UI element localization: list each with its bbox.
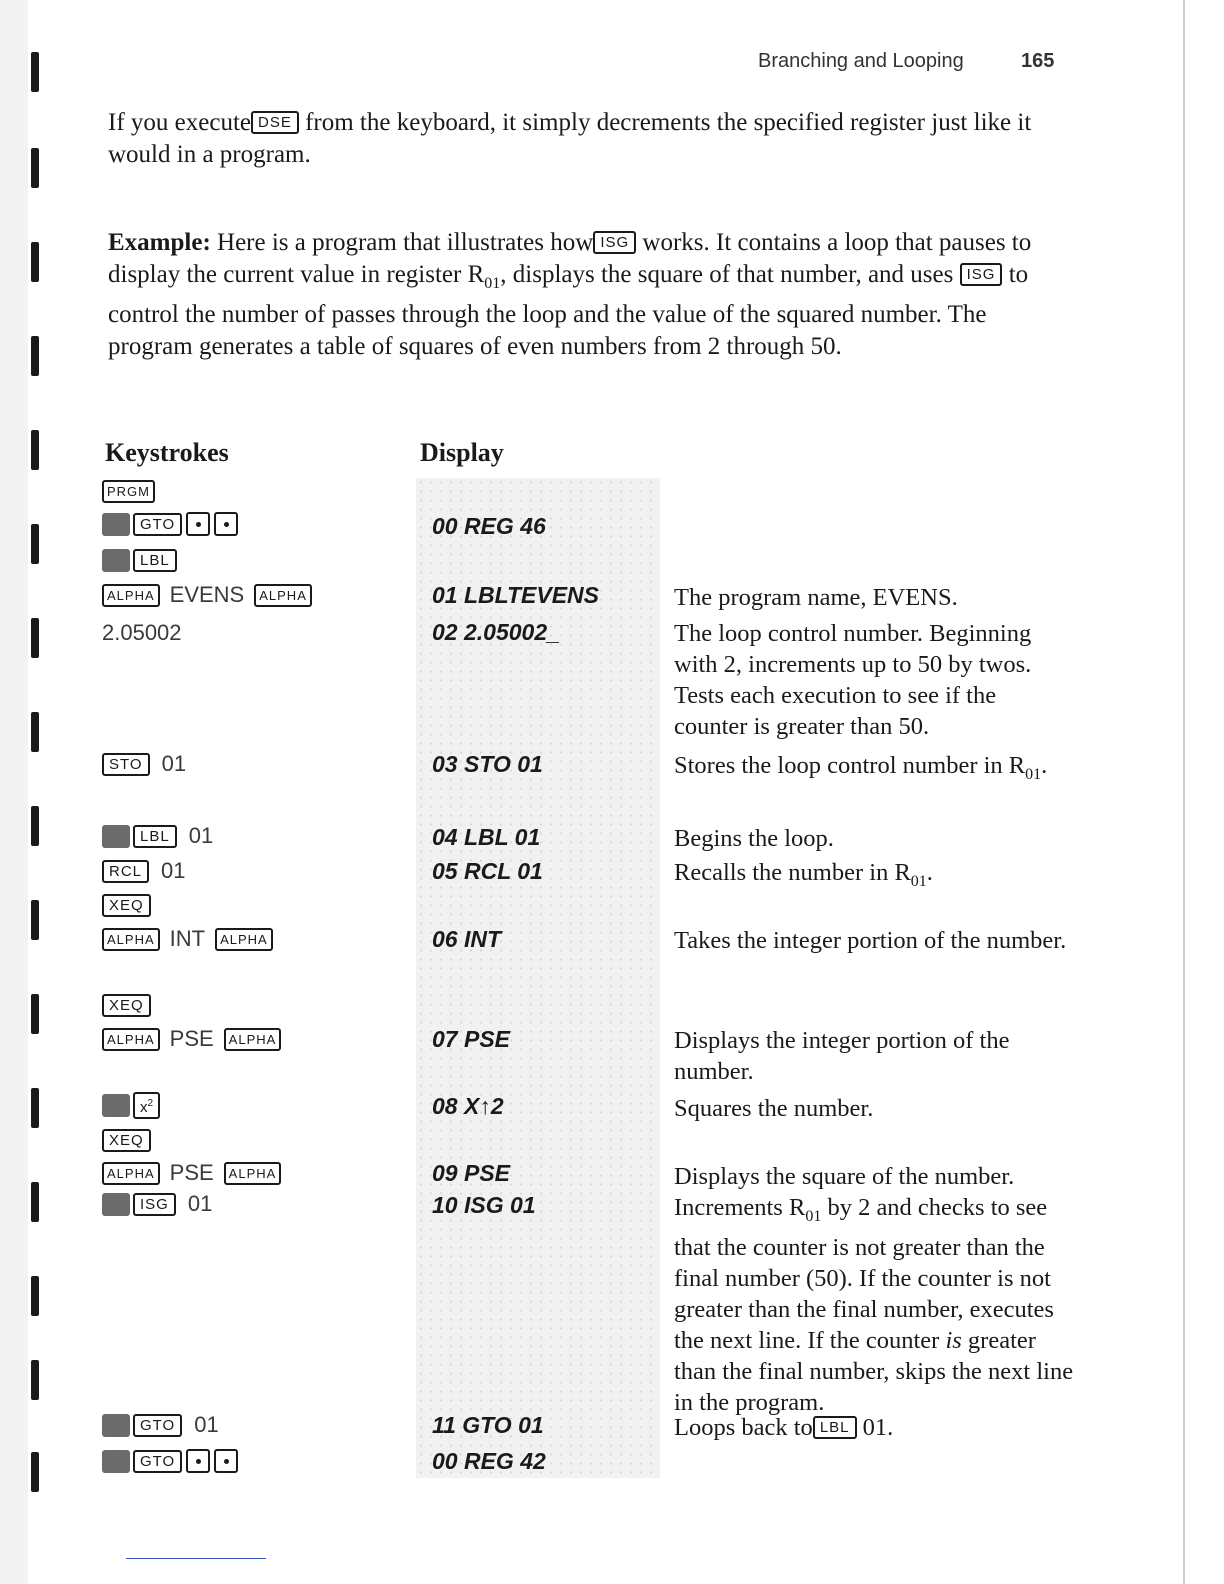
- description-text: Loops back to: [674, 1414, 813, 1441]
- display-line: 07 PSE: [432, 1026, 510, 1052]
- description: Takes the integer portion of the number.: [674, 927, 1067, 954]
- alpha-key: ALPHA: [254, 584, 312, 607]
- keystroke-row: [102, 749, 196, 779]
- page-number: 165: [1021, 50, 1055, 72]
- keystroke-row: [102, 1090, 160, 1120]
- description: Begins the loop.: [674, 825, 834, 852]
- binding-hole: [31, 336, 39, 376]
- description: [674, 857, 1074, 897]
- sto-key: STO: [102, 753, 150, 776]
- gto-key: GTO: [133, 513, 182, 536]
- shift-key: [102, 513, 130, 536]
- keystroke-text: EVENS: [169, 582, 245, 607]
- binding-hole: [31, 1452, 39, 1492]
- binding-hole: [31, 1182, 39, 1222]
- description: The loop control number. Beginning with 2, increments up to 50 by twos. Tests each execution to see if the counter is greater than 50.: [674, 620, 1032, 740]
- page-edge: [1183, 0, 1185, 1584]
- footer-rule: [126, 1558, 266, 1559]
- display-line: 08 X↑2: [432, 1093, 504, 1119]
- description: Displays the integer portion of the number.: [674, 1027, 1010, 1085]
- display-line: 10 ISG 01: [432, 1192, 536, 1218]
- subscript: 01: [805, 1207, 822, 1225]
- rcl-key: RCL: [102, 860, 149, 883]
- intro-text: from the keyboard, it simply decrements the specified register just like it would in a program.: [108, 109, 1032, 168]
- intro-paragraph: [108, 107, 1058, 170]
- xeq-key: XEQ: [102, 894, 151, 917]
- binding-strip: [0, 0, 28, 1584]
- display-line: 00 REG 42: [432, 1448, 546, 1474]
- keystroke-row: [102, 580, 312, 610]
- binding-hole: [31, 1360, 39, 1400]
- xeq-key: XEQ: [102, 1129, 151, 1152]
- description-text: greater than the final number, skips the next line in the program.: [674, 1326, 1074, 1416]
- description-text: .: [1041, 752, 1048, 779]
- xeq-key: XEQ: [102, 994, 151, 1017]
- shift-key: [102, 1094, 130, 1117]
- alpha-key: ALPHA: [102, 1028, 160, 1051]
- display-line: 11 GTO 01: [432, 1412, 544, 1438]
- display-heading: Display: [420, 438, 504, 467]
- description: Displays the square of the number.: [674, 1163, 1015, 1190]
- shift-key: [102, 1414, 130, 1437]
- binding-hole: [31, 1088, 39, 1128]
- keystroke-row: [102, 990, 151, 1020]
- keystroke-text: 01: [188, 823, 214, 848]
- shift-key: [102, 549, 130, 572]
- keystroke-row: [102, 1125, 151, 1155]
- shift-key: [102, 1450, 130, 1473]
- description: [674, 750, 1074, 790]
- binding-hole: [31, 148, 39, 188]
- keystroke-row: [102, 618, 182, 648]
- keystroke-row: [102, 890, 151, 920]
- display-line: 03 STO 01: [432, 751, 543, 777]
- description: [674, 1412, 1074, 1443]
- prgm-key: PRGM: [102, 480, 155, 503]
- keystroke-text: INT: [169, 926, 206, 951]
- display-line: 06 INT: [432, 926, 502, 952]
- keystrokes-heading: Keystrokes: [105, 438, 229, 467]
- subscript: 01: [910, 872, 927, 890]
- decimal-point-key: [186, 512, 210, 536]
- example-text: Here is a program that illustrates how: [217, 229, 594, 256]
- description-text: Recalls the number in R: [674, 859, 911, 886]
- decimal-point-key: [186, 1449, 210, 1473]
- binding-hole: [31, 242, 39, 282]
- binding-hole: [31, 430, 39, 470]
- keystroke-row: [102, 509, 238, 539]
- alpha-key: ALPHA: [224, 1162, 282, 1185]
- description-text: Increments R: [674, 1194, 806, 1221]
- display-line: 00 REG 46: [432, 513, 546, 539]
- isg-key: ISG: [133, 1193, 176, 1216]
- subscript: 01: [484, 274, 501, 292]
- superscript: 2: [147, 1097, 154, 1109]
- binding-hole: [31, 524, 39, 564]
- description: Squares the number.: [674, 1095, 874, 1122]
- example-paragraph: [108, 227, 1058, 362]
- description-emphasis: is: [945, 1326, 962, 1354]
- keystroke-text: PSE: [169, 1160, 214, 1185]
- description-text: .: [926, 859, 933, 886]
- gto-key: GTO: [133, 1450, 182, 1473]
- x-squared-key: [133, 1092, 160, 1119]
- keystroke-text: 01: [187, 1191, 213, 1216]
- display-line: 01 LBLTEVENS: [432, 582, 599, 608]
- keystroke-row: [102, 924, 273, 954]
- lbl-key: LBL: [133, 825, 177, 848]
- binding-hole: [31, 52, 39, 92]
- lbl-key: LBL: [813, 1416, 857, 1439]
- keystroke-row: [102, 856, 196, 886]
- key-label: x: [140, 1098, 148, 1116]
- alpha-key: ALPHA: [215, 928, 273, 951]
- display-line: 05 RCL 01: [432, 858, 543, 884]
- keystroke-text: 01: [194, 1412, 219, 1437]
- binding-hole: [31, 994, 39, 1034]
- keystroke-row: [102, 545, 177, 575]
- description-text: Stores the loop control number in R: [674, 752, 1026, 779]
- isg-key: ISG: [593, 231, 636, 254]
- binding-hole: [31, 806, 39, 846]
- alpha-key: ALPHA: [102, 1162, 160, 1185]
- lbl-key: LBL: [133, 549, 177, 572]
- binding-hole: [31, 618, 39, 658]
- keystroke-row: [102, 1158, 281, 1188]
- keystroke-row: [102, 1446, 238, 1476]
- keystroke-row: [102, 1024, 281, 1054]
- display-line: 09 PSE: [432, 1160, 510, 1186]
- example-text: works. It contains a loop that pauses to display the current value in register R: [108, 229, 1032, 288]
- keystroke-text: 2.05002: [102, 620, 182, 645]
- alpha-key: ALPHA: [102, 584, 160, 607]
- description-text: 01.: [862, 1414, 894, 1441]
- binding-hole: [31, 1276, 39, 1316]
- binding-hole: [31, 712, 39, 752]
- keystroke-text: 01: [161, 751, 187, 776]
- keystroke-row: [102, 1410, 229, 1440]
- description: The program name, EVENS.: [674, 584, 958, 611]
- display-line: 04 LBL 01: [432, 824, 541, 850]
- decimal-point-key: [214, 512, 238, 536]
- description-text: by 2 and checks to see that the counter is not greater than the final number (50). If the counter is not greater than the final number, executes the next line. If the counter: [674, 1194, 1054, 1354]
- example-label: Example:: [108, 229, 211, 256]
- alpha-key: ALPHA: [102, 928, 160, 951]
- intro-text: If you execute: [108, 109, 251, 136]
- shift-key: [102, 825, 130, 848]
- binding-hole: [31, 900, 39, 940]
- keystroke-text: 01: [161, 858, 186, 883]
- gto-key: GTO: [133, 1414, 182, 1437]
- display-line: 02 2.05002_: [432, 619, 560, 645]
- section-title: Branching and Looping: [758, 50, 964, 72]
- keystroke-text: PSE: [169, 1026, 214, 1051]
- subscript: 01: [1025, 765, 1042, 783]
- shift-key: [102, 1193, 130, 1216]
- example-text: to control the number of passes through the loop and the value of the squared number. The program generates a table of squares of even numbers from 2 through 50.: [108, 260, 1029, 360]
- keystroke-row: [102, 476, 155, 506]
- description: [674, 1192, 1074, 1418]
- example-text: , displays the square of that number, and uses: [500, 260, 954, 288]
- alpha-key: ALPHA: [224, 1028, 282, 1051]
- dse-key: DSE: [251, 111, 299, 134]
- isg-key: ISG: [960, 263, 1003, 286]
- keystroke-row: [102, 1189, 222, 1219]
- keystroke-row: [102, 821, 223, 851]
- decimal-point-key: [214, 1449, 238, 1473]
